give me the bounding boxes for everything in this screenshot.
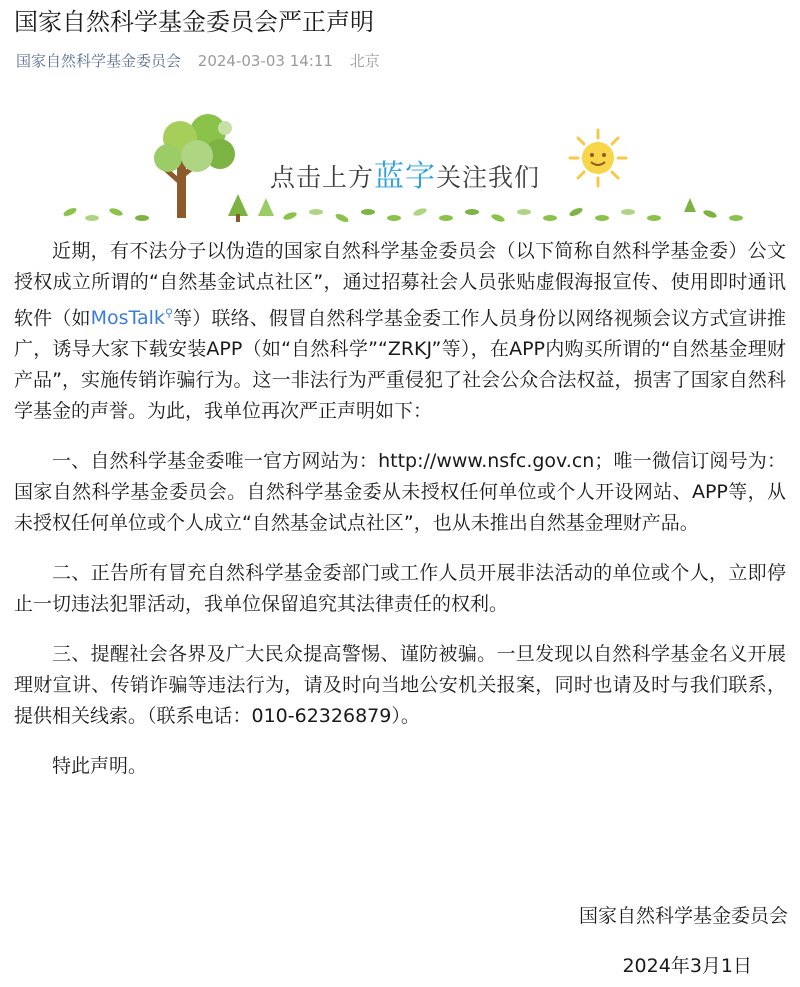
paragraph-point-3: 三、提醒社会各界及广大民众提高警惕、谨防被骗。一旦发现以自然科学基金名义开展理财宣讲、传销诈骗等违法行为，请及时向当地公安机关报案，同时也请及时与我们联系，提供相关线索。（联系电话：010-62326879）。: [14, 643, 786, 728]
leaf-garland-icon: [62, 206, 743, 223]
paragraph-point-1: 一、自然科学基金委唯一官方网站为：http://www.nsfc.gov.cn；唯一微信订阅号为：国家自然科学基金委员会。自然科学基金委从未授权任何单位或个人开设网站、APP等，从未授权任何单位或个人成立“自然基金试点社区”，也从未推出自然基金理财产品。: [14, 450, 786, 535]
follow-banner[interactable]: [60, 108, 750, 230]
article-title: 国家自然科学基金委员会严正声明: [14, 8, 374, 36]
search-icon: ⚲: [164, 307, 173, 320]
paragraph-intro-part2: 等）联络、假冒自然科学基金委工作人员身份以网络视频会议方式宣讲推广，诱导大家下载安装APP（如“自然科学”“ZRKJ”等），在APP内购买所谓的“自然基金理财产品”，实施传销诈骗行为。这一非法行为严重侵犯了社会公众合法权益，损害了国家自然科学基金的声誉。为此，我单位再次严正声明如下：: [14, 307, 786, 423]
publish-location: 北京: [349, 52, 380, 70]
small-trees: [228, 194, 696, 222]
sun-icon: [570, 130, 626, 186]
follow-banner-text: [270, 160, 540, 195]
article-meta: [16, 50, 380, 72]
signature-date: 2024年3月1日: [622, 955, 752, 977]
banner-text-highlight: 蓝字: [374, 159, 437, 194]
banner-text-before: 点击上方: [270, 163, 375, 192]
paragraph-intro-part1: 近期，有不法分子以伪造的国家自然科学基金委员会（以下简称自然科学基金委）公文授权成立所谓的“自然基金试点社区”，通过招募社会人员张贴虚假海报宣传、使用即时通讯软件（如: [14, 240, 786, 330]
account-name-link[interactable]: 国家自然科学基金委员会: [16, 52, 182, 70]
tree-icon: [154, 114, 235, 218]
banner-text-after: 关注我们: [436, 163, 541, 192]
paragraph-closing: 特此声明。: [52, 755, 148, 778]
mostalk-keyword-text: MosTalk: [90, 307, 165, 330]
paragraph-intro: [14, 236, 786, 427]
mostalk-keyword-link[interactable]: [91, 307, 173, 329]
publish-datetime: 2024-03-03 14:11: [197, 52, 333, 70]
article-body: [14, 236, 786, 801]
signature-org: 国家自然科学基金委员会: [578, 905, 788, 927]
paragraph-point-2: 二、正告所有冒充自然科学基金委部门或工作人员开展非法活动的单位或个人，立即停止一切违法犯罪活动，我单位保留追究其法律责任的权利。: [14, 562, 786, 616]
